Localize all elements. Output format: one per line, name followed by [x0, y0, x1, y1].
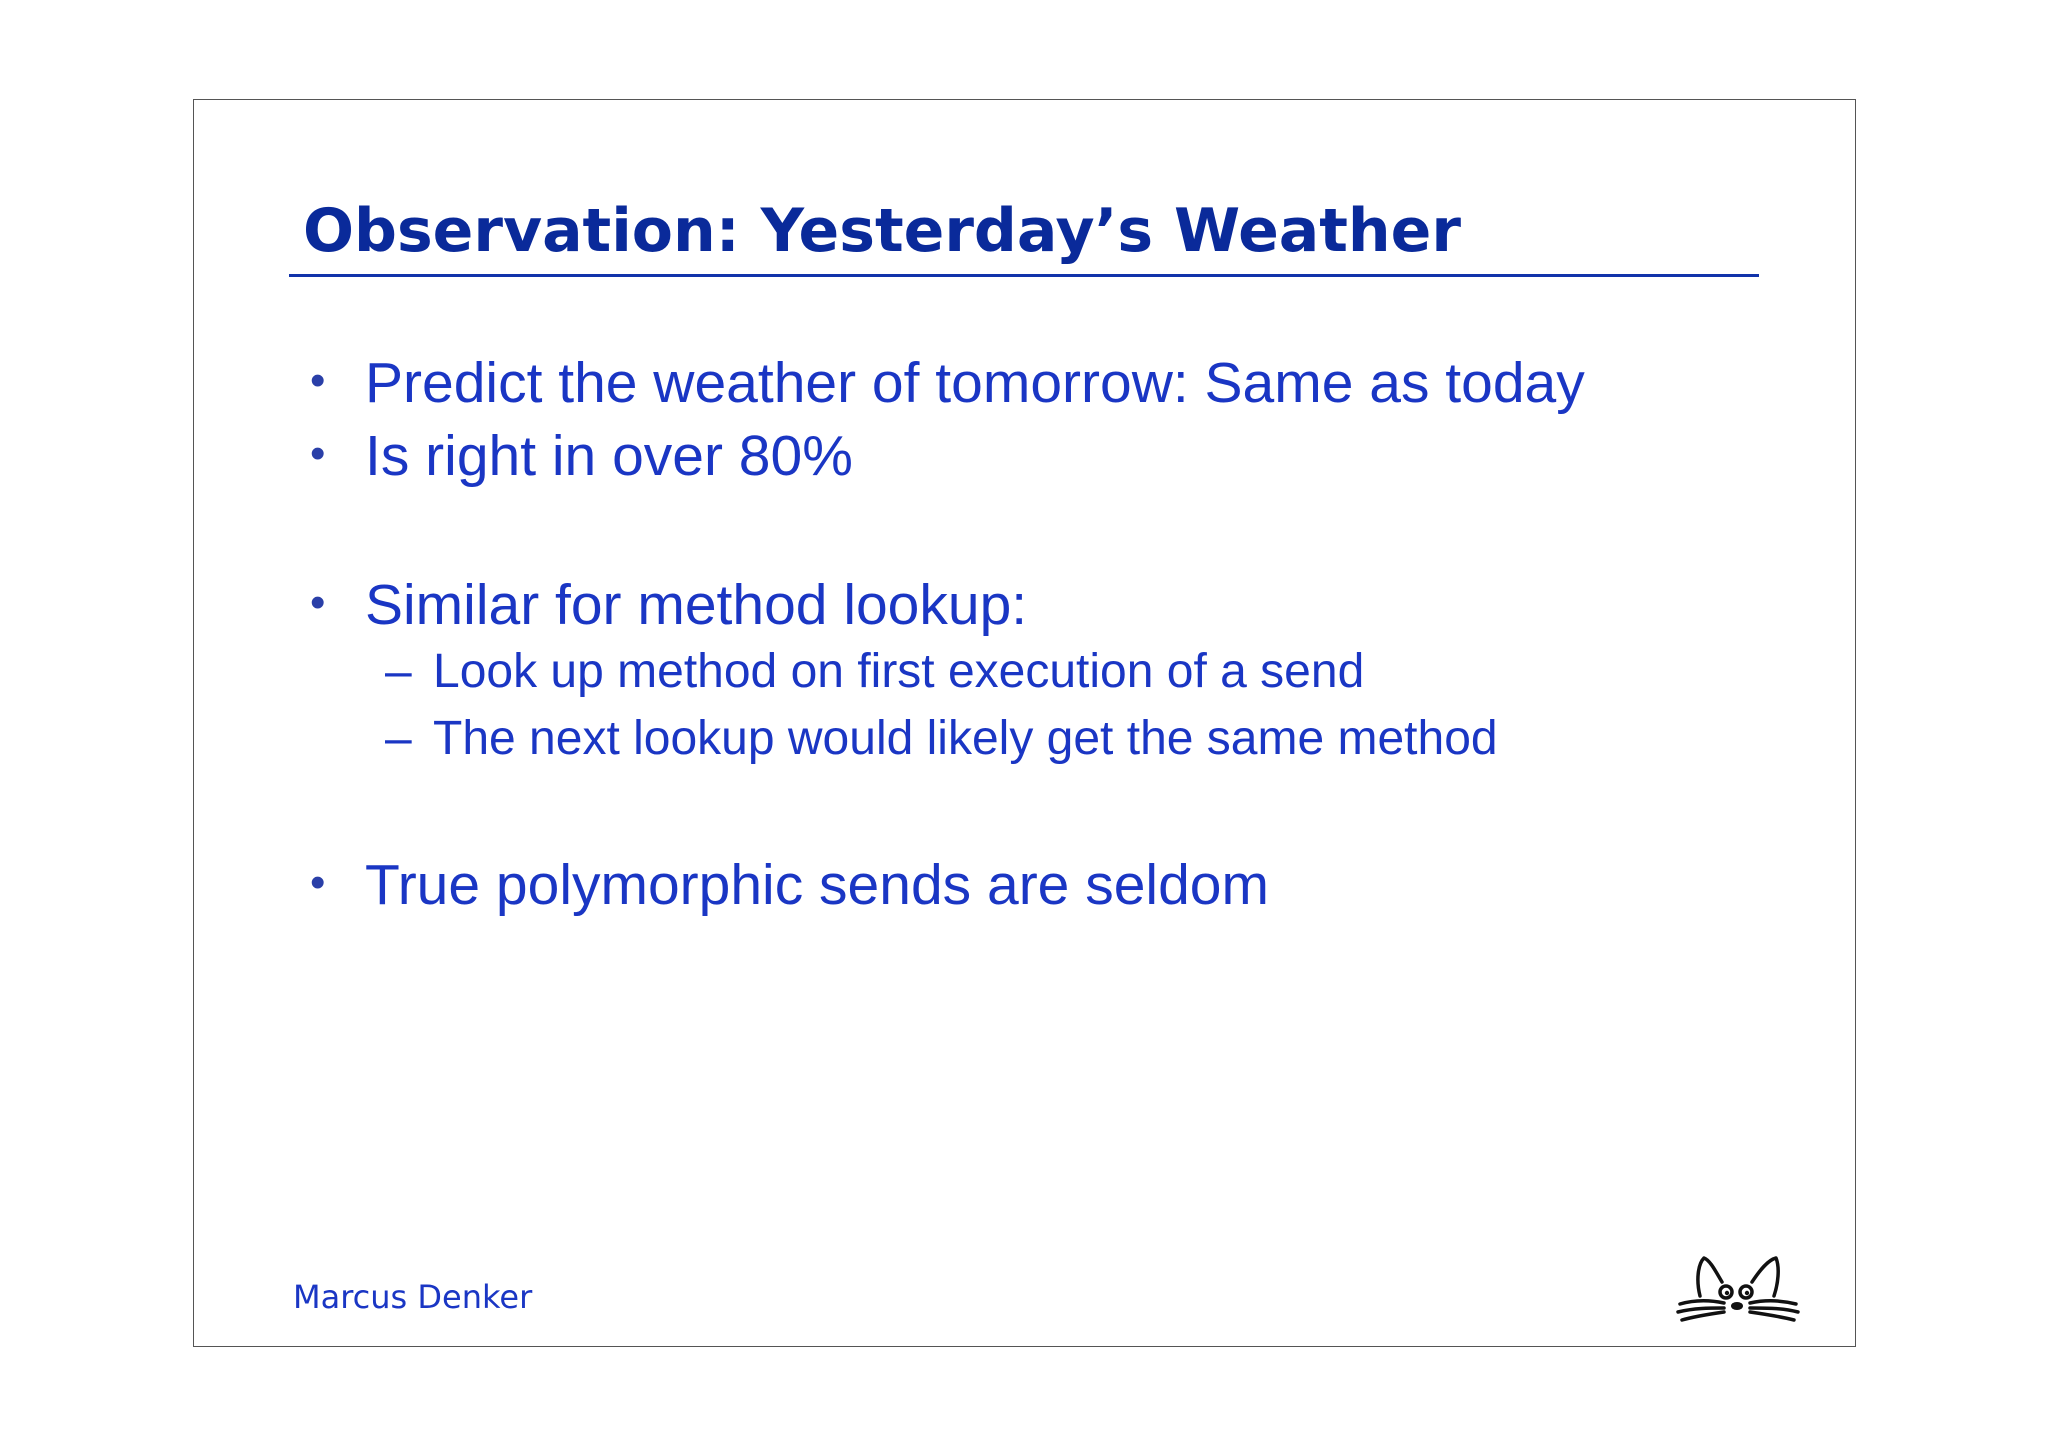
bullet-text: Similar for method lookup:	[365, 573, 1028, 637]
sub-bullet-marker: –	[385, 645, 412, 698]
sub-bullet-text: Look up method on first execution of a send	[433, 645, 1365, 698]
sub-bullet-text: The next lookup would likely get the same method	[433, 712, 1498, 765]
cat-face-icon	[1670, 1240, 1810, 1340]
bullet-marker: •	[310, 858, 326, 907]
bullet-text: Is right in over 80%	[365, 424, 853, 488]
bullet-text: True polymorphic sends are seldom	[365, 853, 1269, 917]
sub-bullet-marker: –	[385, 712, 412, 765]
title-underline	[289, 274, 1759, 277]
bullet-marker: •	[310, 356, 326, 405]
slide-title: Observation: Yesterday’s Weather	[303, 196, 1461, 266]
bullet-marker: •	[310, 578, 326, 627]
bullet-text: Predict the weather of tomorrow: Same as today	[365, 351, 1585, 415]
bullet-marker: •	[310, 429, 326, 478]
footer-author: Marcus Denker	[293, 1278, 533, 1316]
